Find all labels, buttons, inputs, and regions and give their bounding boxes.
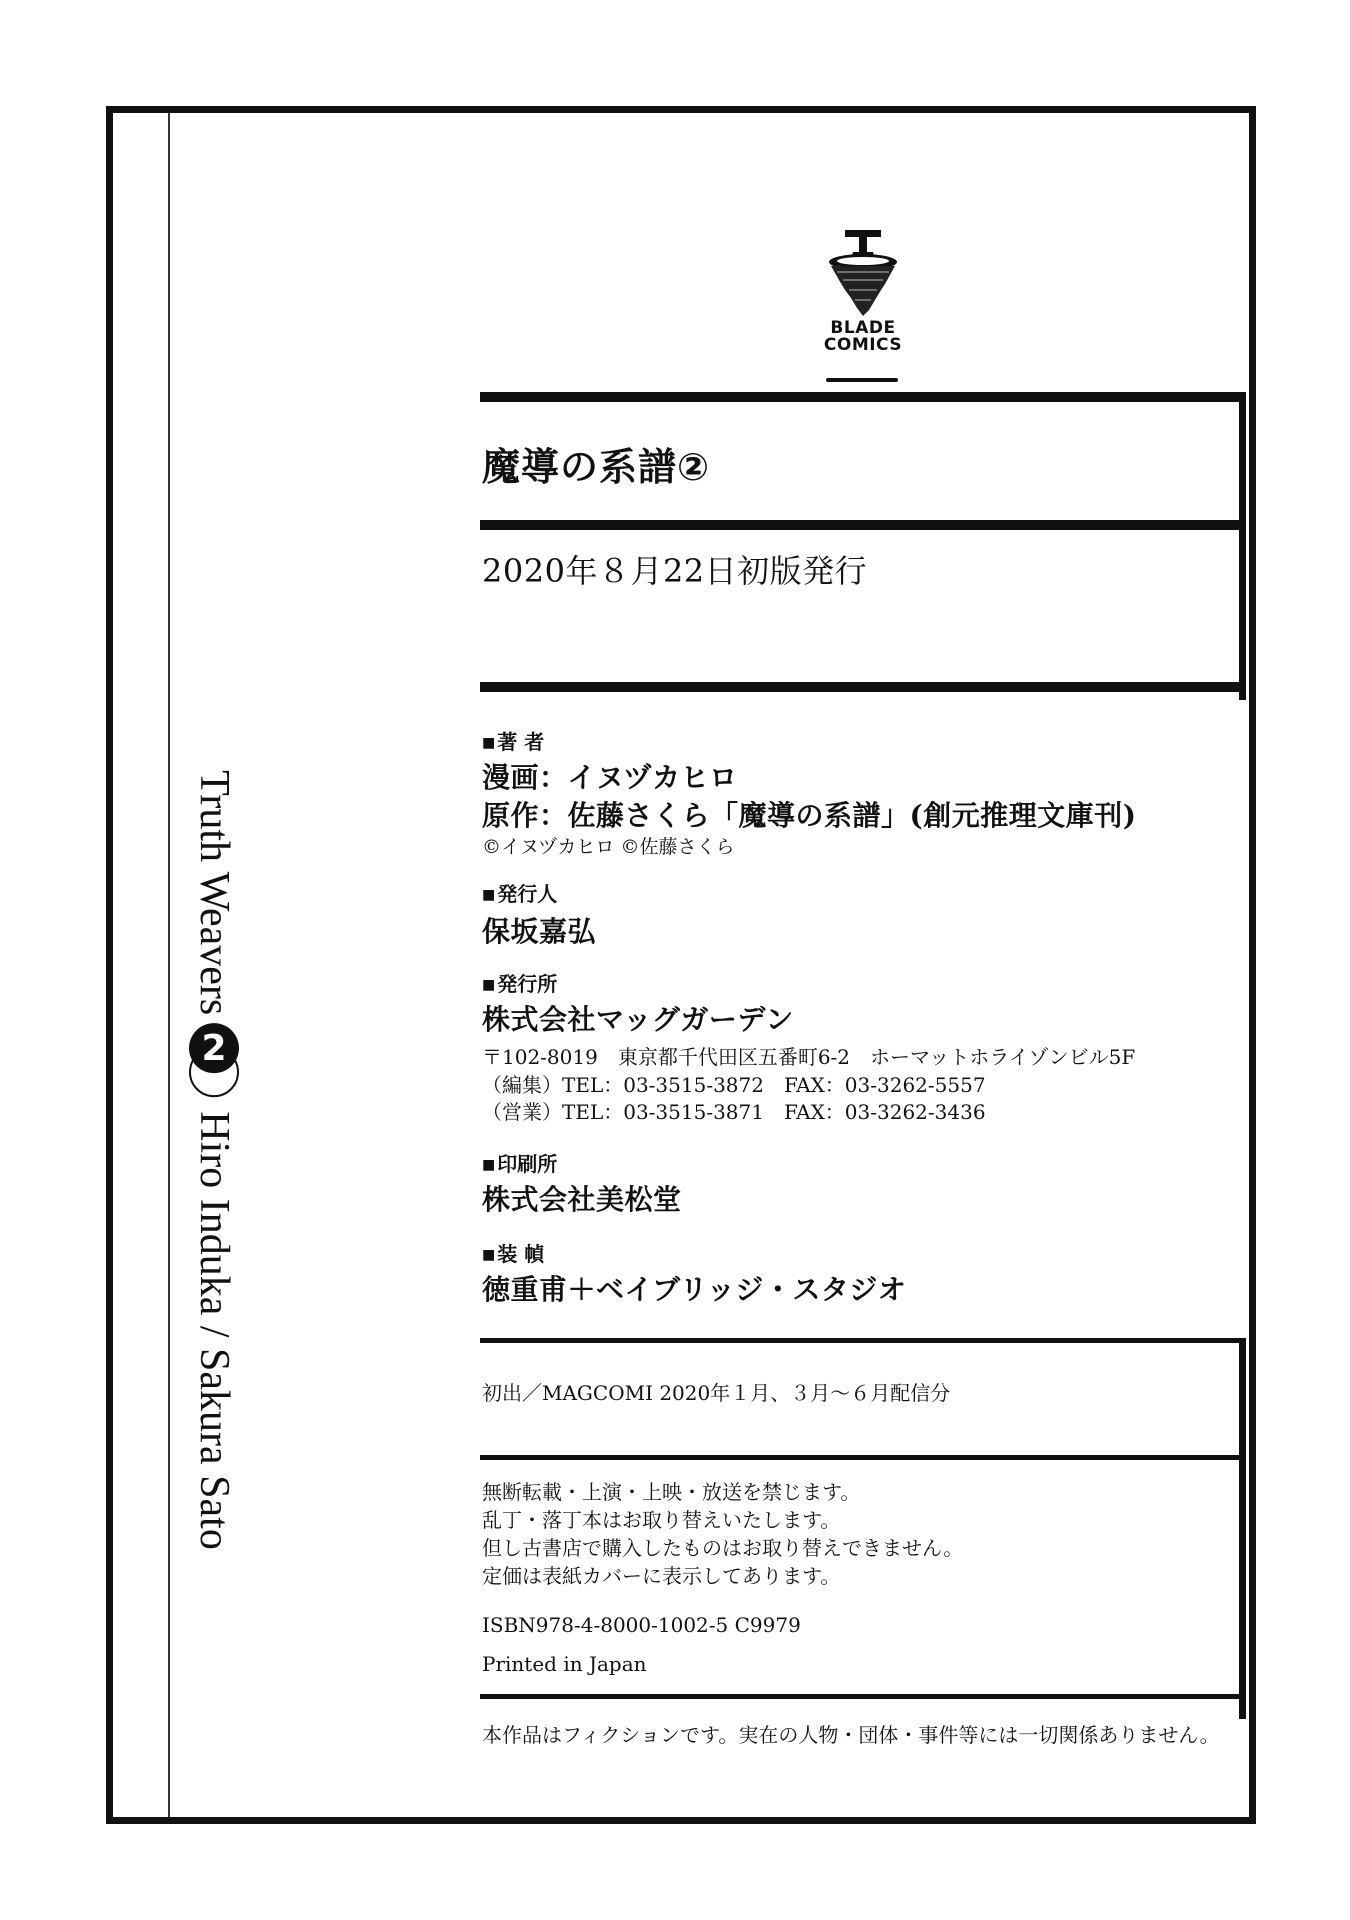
edit-contact: （編集）TEL：03-3515-3872 FAX：03-3262-5557: [482, 1073, 986, 1097]
book-title: 魔導の系譜②: [482, 445, 711, 489]
manga-credit: 漫画：イヌヅカヒロ: [482, 761, 738, 794]
bar-tick: [1239, 392, 1246, 520]
copyright-line: ©イヌヅカヒロ ©佐藤さくら: [482, 836, 735, 858]
notices: [482, 1478, 963, 1590]
logo-line-1: BLADE: [830, 318, 896, 338]
bar-tick: [1239, 1455, 1246, 1697]
spine-authors: Hiro Induka / Sakura Sato: [191, 1111, 237, 1550]
divider-bar: [480, 520, 1246, 530]
publisher-address: 〒102-8019 東京都千代田区五番町6-2 ホーマットホライゾンビル5F: [482, 1045, 1136, 1069]
publisher-person-label: ■ 発行人: [482, 878, 557, 907]
isbn: ISBN978-4-8000-1002-5 C9979: [482, 1613, 801, 1637]
divider-bar: [480, 392, 1246, 402]
spine-title: Truth Weavers: [191, 770, 237, 1016]
publisher-name: 株式会社マッグガーデン: [482, 1003, 794, 1036]
design-label: ■ 装 幀: [482, 1238, 544, 1267]
fiction-notice: 本作品はフィクションです。実在の人物・団体・事件等には一切関係ありません。: [482, 1723, 1220, 1747]
spine-divider: [168, 113, 170, 1817]
author-label: ■ 著 者: [482, 726, 544, 755]
first-publication: 初出／MAGCOMI 2020年１月、３月～６月配信分: [482, 1381, 951, 1405]
blade-comics-logo: [808, 228, 918, 368]
bar-tick: [1239, 682, 1246, 700]
logo-text: [808, 320, 918, 354]
notice-line: 但し古書店で購入したものはお取り替えできません。: [482, 1536, 964, 1560]
notice-line: 無断転載・上演・上映・放送を禁じます。: [482, 1480, 861, 1504]
spine-volume-badge: 2: [189, 1023, 239, 1073]
sales-contact: （営業）TEL：03-3515-3871 FAX：03-3262-3436: [482, 1100, 986, 1124]
printer-label: ■ 印刷所: [482, 1148, 557, 1177]
printed-in: Printed in Japan: [482, 1652, 647, 1676]
publisher-person: 保坂嘉弘: [482, 915, 597, 948]
bar-tick: [1239, 1338, 1246, 1458]
divider-bar: [480, 1338, 1246, 1343]
bar-tick: [1239, 1694, 1246, 1719]
printer-name: 株式会社美松堂: [482, 1183, 682, 1216]
spine-text: [189, 770, 239, 1550]
logo-line-2: COMICS: [823, 335, 903, 355]
original-credit: 原作：佐藤さくら「魔導の系譜」(創元推理文庫刊): [482, 799, 1137, 832]
logo-underline: [826, 378, 898, 382]
publisher-label: ■ 発行所: [482, 968, 557, 997]
publication-date: 2020年８月22日初版発行: [482, 552, 868, 590]
divider-bar: [480, 1455, 1246, 1460]
notice-line: 定価は表紙カバーに表示してあります。: [482, 1564, 841, 1588]
notice-line: 乱丁・落丁本はお取り替えいたします。: [482, 1508, 841, 1532]
blade-logo-icon: [823, 228, 903, 318]
bar-tick: [1239, 520, 1246, 685]
divider-bar: [480, 1694, 1246, 1699]
design-credit: 徳重甫＋ベイブリッジ・スタジオ: [482, 1273, 907, 1306]
divider-bar: [480, 682, 1246, 692]
